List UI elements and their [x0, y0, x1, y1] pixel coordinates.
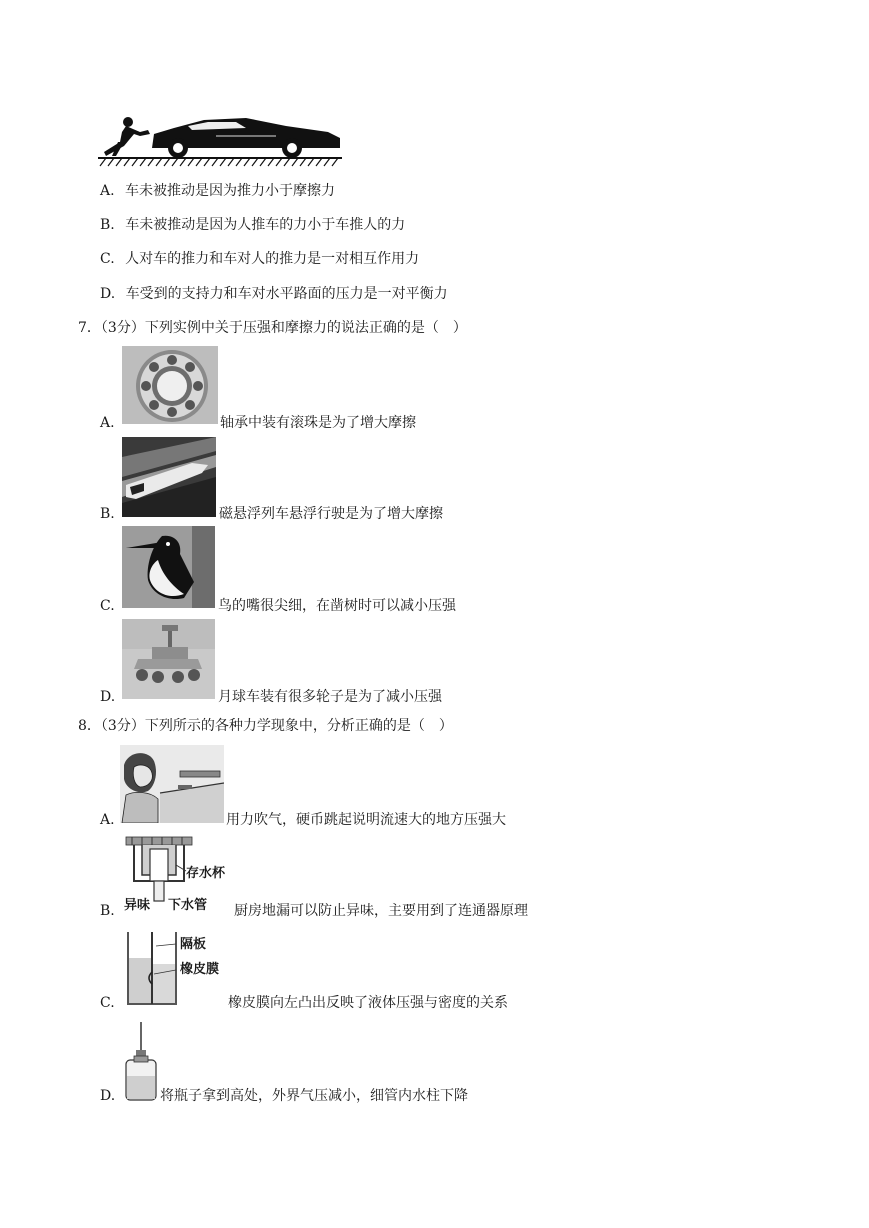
q7-option-c-text: 鸟的嘴很尖细，在凿树时可以减小压强: [218, 598, 456, 614]
q7-stem: 7．（3分）下列实例中关于压强和摩擦力的说法正确的是（ ）: [78, 320, 467, 336]
q6-option-a: [100, 181, 335, 201]
option-letter: B.: [100, 506, 115, 522]
maglev-train-photo: [122, 437, 216, 517]
q8-option-d: [100, 1086, 115, 1106]
option-text: 人对车的推力和车对人的推力是一对相互作用力: [125, 251, 420, 267]
label-smell: 异味: [124, 898, 151, 913]
q7-option-d-text: 月球车装有很多轮子是为了减小压强: [218, 689, 442, 705]
option-letter: D.: [100, 689, 116, 705]
option-letter: A.: [100, 812, 115, 828]
q8-stem: 8．（3分）下列所示的各种力学现象中，分析正确的是（ ）: [78, 718, 453, 734]
q7-option-b: [100, 504, 115, 524]
bird-photo: [122, 526, 215, 608]
q8-option-b: [100, 901, 115, 921]
label-partition: 隔板: [180, 937, 207, 952]
q7-option-d: [100, 687, 115, 707]
option-letter: C.: [100, 251, 115, 267]
option-text: 车未被推动是因为推力小于摩擦力: [125, 183, 336, 199]
partition-container-figure: [124, 930, 180, 1008]
q6-option-b: [100, 215, 405, 235]
option-letter: A.: [100, 183, 115, 199]
option-letter: B.: [100, 903, 115, 919]
bottle-tube-figure: [124, 1020, 158, 1102]
q8-option-b-text: 厨房地漏可以防止异味，主要用到了连通器原理: [234, 903, 528, 919]
q7-option-c: [100, 596, 115, 616]
bearing-photo: [122, 346, 218, 424]
option-letter: C.: [100, 598, 115, 614]
q8-option-a-text: 用力吹气，硬币跳起说明流速大的地方压强大: [226, 812, 506, 828]
label-cup: 存水杯: [186, 866, 226, 881]
q7-option-b-text: 磁悬浮列车悬浮行驶是为了增大摩擦: [219, 506, 443, 522]
q8-option-a: [100, 810, 115, 830]
lunar-rover-photo: [122, 619, 215, 699]
option-letter: D.: [100, 1088, 116, 1104]
q6-option-c: [100, 249, 419, 269]
q8-option-c: [100, 993, 115, 1013]
label-membrane: 橡皮膜: [180, 962, 220, 977]
q6-option-d: [100, 284, 448, 304]
option-letter: B.: [100, 217, 115, 233]
q8-option-c-text: 橡皮膜向左凸出反映了液体压强与密度的关系: [228, 995, 508, 1011]
q8-option-d-text: 将瓶子拿到高处，外界气压减小，细管内水柱下降: [160, 1088, 468, 1104]
option-letter: D.: [100, 286, 116, 302]
option-letter: C.: [100, 995, 115, 1011]
label-pipe: 下水管: [168, 898, 208, 913]
option-letter: A.: [100, 415, 115, 431]
option-text: 车受到的支持力和车对水平路面的压力是一对平衡力: [125, 286, 448, 302]
car-push-figure: [96, 112, 344, 170]
option-text: 车未被推动是因为人推车的力小于车推人的力: [125, 217, 406, 233]
q7-option-a-text: 轴承中装有滚珠是为了增大摩擦: [220, 415, 416, 431]
q7-option-a: [100, 413, 115, 433]
blowing-coin-figure: [120, 745, 224, 823]
